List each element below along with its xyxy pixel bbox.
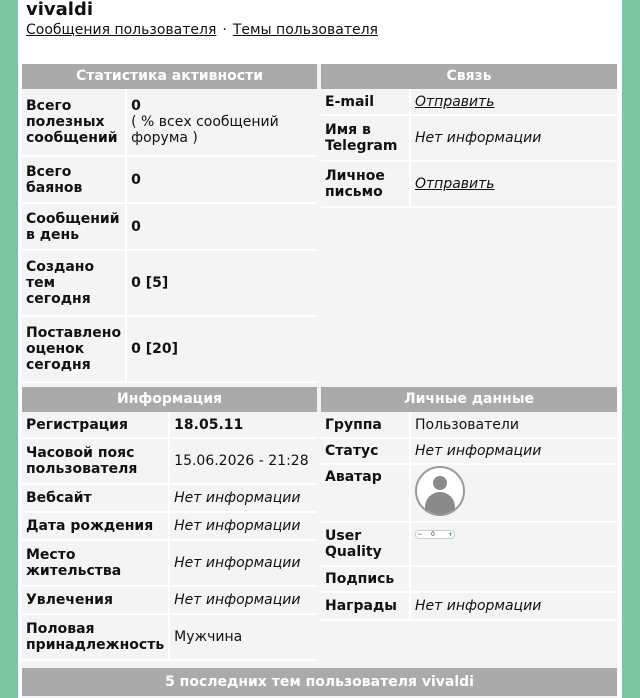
stat-value-cell — [126, 89, 317, 156]
info-label: Место жительства — [22, 540, 169, 586]
info-row — [22, 614, 317, 660]
info-label: Часовой пояс пользователя — [22, 438, 169, 484]
info-table — [22, 412, 317, 661]
send-private-message-link[interactable]: Отправить — [415, 176, 495, 192]
stat-value: 0 — [131, 98, 141, 114]
status-value: Нет информации — [410, 438, 617, 464]
personal-header: Личные данные — [321, 387, 617, 412]
stat-row — [22, 89, 317, 156]
info-label: Вебсайт — [22, 484, 169, 512]
personal-row — [321, 592, 617, 620]
signature-value — [410, 566, 617, 592]
contact-panel — [321, 64, 617, 384]
personal-row — [321, 412, 617, 438]
info-row — [22, 586, 317, 614]
stat-value: 0 [5] — [126, 250, 317, 316]
quality-cell — [410, 522, 617, 566]
info-value: Мужчина — [169, 614, 317, 660]
contact-label: Личное письмо — [321, 161, 410, 207]
awards-value: Нет информации — [410, 592, 617, 620]
quality-plus-icon[interactable]: + — [447, 531, 453, 538]
profile-page — [18, 0, 622, 698]
info-row — [22, 484, 317, 512]
contact-table — [321, 89, 617, 208]
avatar-label: Аватар — [321, 464, 410, 522]
stat-value: 0 — [126, 203, 317, 250]
stat-row — [22, 316, 317, 382]
send-email-link[interactable]: Отправить — [415, 93, 495, 110]
stat-row — [22, 156, 317, 203]
info-row — [22, 512, 317, 540]
user-messages-link[interactable]: Сообщения пользователя — [26, 22, 217, 38]
contact-row — [321, 89, 617, 115]
contact-value-cell — [410, 89, 617, 115]
personal-panel — [321, 387, 617, 664]
group-value: Пользователи — [410, 412, 617, 438]
profile-content — [22, 64, 617, 698]
quality-value: 0 — [431, 531, 435, 538]
awards-label: Награды — [321, 592, 410, 620]
info-row — [22, 540, 317, 586]
nav-separator: · — [222, 22, 227, 38]
activity-stats-table — [22, 89, 317, 383]
avatar-cell — [410, 464, 617, 522]
user-topics-link[interactable]: Темы пользователя — [232, 22, 378, 38]
personal-row — [321, 464, 617, 522]
contact-header: Связь — [321, 64, 617, 89]
info-value: 18.05.11 — [169, 412, 317, 438]
info-header: Информация — [22, 387, 317, 412]
stat-label: Поставлено оценок сегодня — [22, 316, 126, 382]
info-label: Регистрация — [22, 412, 169, 438]
info-label: Дата рождения — [22, 512, 169, 540]
contact-row — [321, 115, 617, 161]
info-value: Нет информации — [169, 512, 317, 540]
contact-label: E-mail — [321, 89, 410, 115]
stat-row — [22, 250, 317, 316]
quality-label: User Quality — [321, 522, 410, 566]
contact-value-cell — [410, 161, 617, 207]
quality-widget — [415, 530, 455, 539]
profile-nav — [26, 22, 378, 38]
contact-label: Имя в Telegram — [321, 115, 410, 161]
personal-row — [321, 438, 617, 464]
info-panel — [22, 387, 317, 664]
info-value: Нет информации — [169, 586, 317, 614]
quality-minus-icon[interactable]: − — [417, 531, 423, 538]
personal-table — [321, 412, 617, 621]
contact-value: Нет информации — [410, 115, 617, 161]
group-label: Группа — [321, 412, 410, 438]
latest-topics-header: 5 последних тем пользователя vivaldi — [22, 668, 617, 696]
info-value: 15.06.2026 - 21:28 — [169, 438, 317, 484]
stat-row — [22, 203, 317, 250]
info-label: Половая принадлежность — [22, 614, 169, 660]
personal-row — [321, 566, 617, 592]
username-title: vivaldi — [26, 0, 94, 20]
status-label: Статус — [321, 438, 410, 464]
stat-value: 0 — [126, 156, 317, 203]
info-value: Нет информации — [169, 540, 317, 586]
contact-row — [321, 161, 617, 207]
personal-row — [321, 522, 617, 566]
stat-note: ( % всех сообщений форума ) — [131, 114, 279, 146]
stat-label: Всего полезных сообщений — [22, 89, 126, 156]
stat-label: Сообщений в день — [22, 203, 126, 250]
activity-stats-panel — [22, 64, 317, 384]
info-row — [22, 412, 317, 438]
info-label: Увлечения — [22, 586, 169, 614]
stat-label: Всего баянов — [22, 156, 126, 203]
signature-label: Подпись — [321, 566, 410, 592]
stat-value: 0 [20] — [126, 316, 317, 382]
avatar-icon — [415, 466, 465, 516]
stat-label: Создано тем сегодня — [22, 250, 126, 316]
info-row — [22, 438, 317, 484]
activity-stats-header: Статистика активности — [22, 64, 317, 89]
info-value: Нет информации — [169, 484, 317, 512]
